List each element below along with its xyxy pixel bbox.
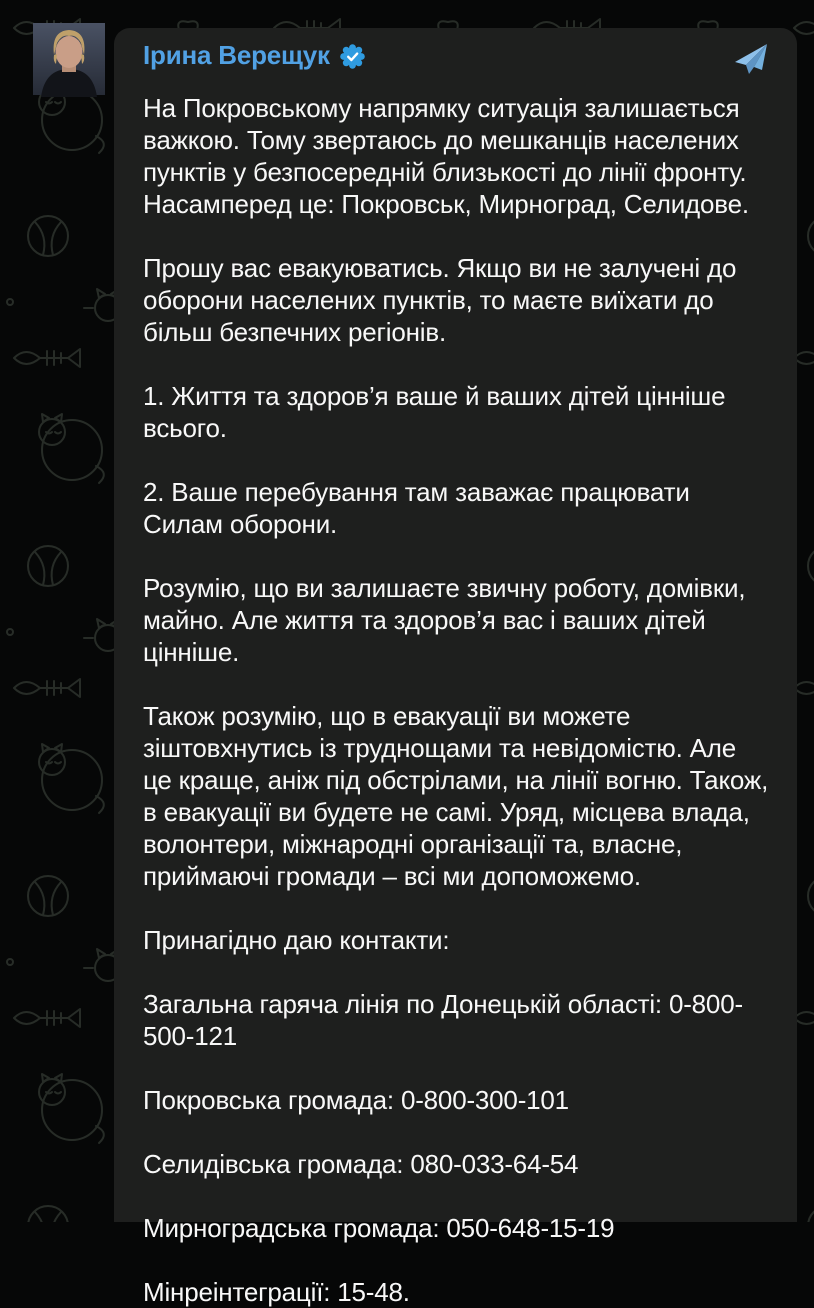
message-paragraph: Мінреінтеграції: 15-48. [143,1277,410,1307]
avatar-image [33,23,105,95]
message-text [143,92,769,1308]
message-paragraph: 1. Життя та здоров’я ваше й ваших дітей цінніше всього. [143,381,726,443]
message-paragraph: На Покровському напрямку ситуація залишається важкою. Тому звертаюсь до мешканців населених пунктів у безпосередній близькості до лінії фронту. Насамперед це: Покровськ, Мирноград, Селидове. [143,93,749,219]
sender-name[interactable]: Ірина Верещук [143,40,330,70]
message-paragraph: Мирноградська громада: 050-648-15-19 [143,1213,615,1243]
message-paragraph: Покровська громада: 0-800-300-101 [143,1085,569,1115]
forward-button[interactable] [731,42,769,80]
message-paragraph: 2. Ваше перебування там заважає працювати Силам оборони. [143,477,690,539]
verified-badge-icon [340,44,365,69]
message-paragraph: Селидівська громада: 080-033-64-54 [143,1149,579,1179]
message-bubble [114,28,797,1307]
message-paragraph: Принагідно даю контакти: [143,925,450,955]
message-paragraph: Загальна гаряча лінія по Донецькій області: 0-800-500-121 [143,989,743,1051]
sender-name-row[interactable] [143,40,365,70]
message-paragraph: Розумію, що ви залишаєте звичну роботу, домівки, майно. Але життя та здоров’я вас і ваших дітей цінніше. [143,573,746,667]
message-paragraph: Прошу вас евакуюватись. Якщо ви не залучені до оборони населених пунктів, то маєте виїхати до більш безпечних регіонів. [143,253,737,347]
message-paragraph: Також розумію, що в евакуації ви можете зіштовхнутись із труднощами та невідомістю. Але це краще, аніж під обстрілами, на лінії вогню. Також, в евакуації ви будете не самі. Уряд, місцева влада, волонтери, міжнародні організації та, власне, приймаючі громади – всі ми допоможемо. [143,701,769,891]
paper-plane-icon [731,42,769,75]
sender-avatar[interactable] [33,23,105,95]
message-header [143,40,769,80]
